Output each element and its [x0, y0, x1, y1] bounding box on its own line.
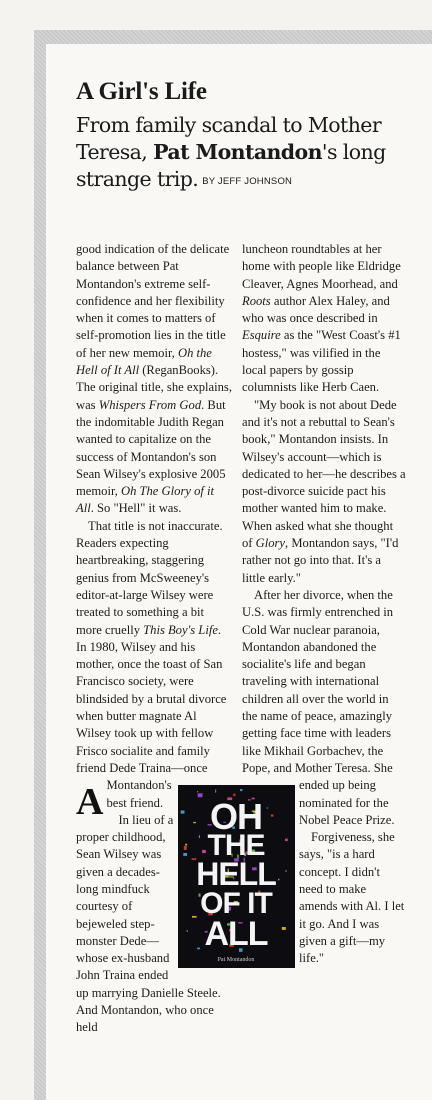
cover-title-line: HELL [196, 856, 276, 892]
confetti-piece [193, 822, 196, 823]
confetti-piece [202, 850, 206, 853]
book-title: Whispers From God [98, 397, 202, 412]
confetti-piece [285, 839, 288, 842]
confetti-piece [199, 835, 200, 838]
page-margin-shadow [34, 30, 46, 1100]
article-headline: A Girl's Life [76, 78, 207, 105]
deck-subject-name: Pat Montandon [153, 140, 322, 164]
magazine-title: Esquire [242, 328, 281, 343]
byline: BY JEFF JOHNSON [202, 176, 293, 187]
book-title: Glory [255, 536, 286, 551]
confetti-piece [197, 948, 200, 950]
cover-author: Pat Montandon [217, 957, 255, 963]
confetti-piece [185, 844, 187, 846]
paragraph: After her divorce, when the U.S. was firmly entrenched in Cold War nuclear paranoia, Montandon abandoned the socialite's life and began traveling with international children all over the world in the name of peace, amazingly getting face time with leaders like Mikhail Gorbachev, the Pope, and Mother Teresa. She ended up being nominated for the Nobel Peace Prize. [242, 587, 395, 827]
cover-title-line: OH [210, 796, 262, 837]
paragraph: In lieu of a proper childhood, Sean Wilsey was given a decades-long mindfuck courtesy of bejeweled step-monster Dede—whose ex-husband John Traina ended up marrying Danielle Steele. And Montandon, who once held [76, 812, 221, 1035]
cover-title-line: THE [207, 829, 265, 862]
confetti-piece [197, 791, 198, 792]
deck-text: From family scandal to Mother Teresa, [76, 113, 382, 164]
confetti-piece [267, 808, 269, 809]
drop-cap: A [76, 781, 104, 823]
cover-title-line: OF IT [200, 887, 272, 920]
paragraph: "My book is not about Dede and it's not a rebuttal to Sean's book," Montandon insists. In Wilsey's account—which is dedicated to her—he describes a post-divorce suicide pact his mother wanted him to make. When asked what she thought of Glory, Montandon says, "I'd rather not go into that. It's a little early." [242, 397, 406, 585]
book-cover-image [178, 785, 295, 968]
confetti-piece [278, 879, 279, 881]
paragraph: luncheon roundtables at her home with people like Eldridge Cleaver, Agnes Moorhead, and Roots author Alex Haley, and who was once described in Esquire as the "West Coast's #1 hostess," was vilified in the local papers by gossip columnists like Herb Caen. [242, 242, 401, 395]
cover-title-line: ALL [204, 915, 268, 953]
article-deck [76, 112, 421, 195]
paragraph: Forgiveness, she says, "is a hard concept. I didn't need to make amends with Al. I let it go. And I was given a gift—my life." [299, 830, 405, 966]
confetti-piece [282, 927, 286, 930]
confetti-piece [183, 853, 187, 856]
book-title: Oh the Hell of It All [76, 345, 212, 378]
confetti-piece [286, 870, 287, 872]
confetti-piece [198, 793, 203, 797]
paragraph: That title is not inaccurate. Readers expecting heartbreaking, staggering genius from McSweeney's editor-at-large Wilsey were treated to something a bit more cruelly This Boy's Life. In 1980, Wilsey and his mother, once the toast of San Francisco society, were blindsided by a brutal divorce when butter magnate Al Wilsey took up with fellow Frisco socialite and family friend Dede Traina—once Montandon's best friend. [76, 518, 227, 810]
deck-text-end: 's long strange trip. [76, 140, 386, 191]
book-title: Oh The Glory of it All [76, 484, 215, 516]
confetti-piece [184, 846, 187, 850]
confetti-piece [192, 916, 197, 918]
page-top-shadow [34, 30, 432, 44]
paragraph: A good indication of the delicate balance between Pat Montandon's extreme self-confidence and her flexibility when it comes to matters of self-promotion lies in the title of her new memoir, Oh the Hell of It All (ReganBooks). The original title, she explains, was Whispers From God. But the indomitable Judith Regan wanted to capitalize on the success of Montandon's son Sean Wilsey's explosive 2005 memoir, Oh The Glory of it All. So "Hell" it was. [76, 242, 232, 823]
confetti-piece [271, 814, 273, 816]
book-title: This Boy's Life [143, 622, 218, 637]
confetti-piece [215, 790, 216, 793]
confetti-piece [187, 930, 188, 931]
book-cover-art [178, 785, 295, 968]
book-title: Roots [242, 293, 271, 308]
confetti-piece [240, 789, 242, 791]
confetti-piece [181, 811, 185, 814]
